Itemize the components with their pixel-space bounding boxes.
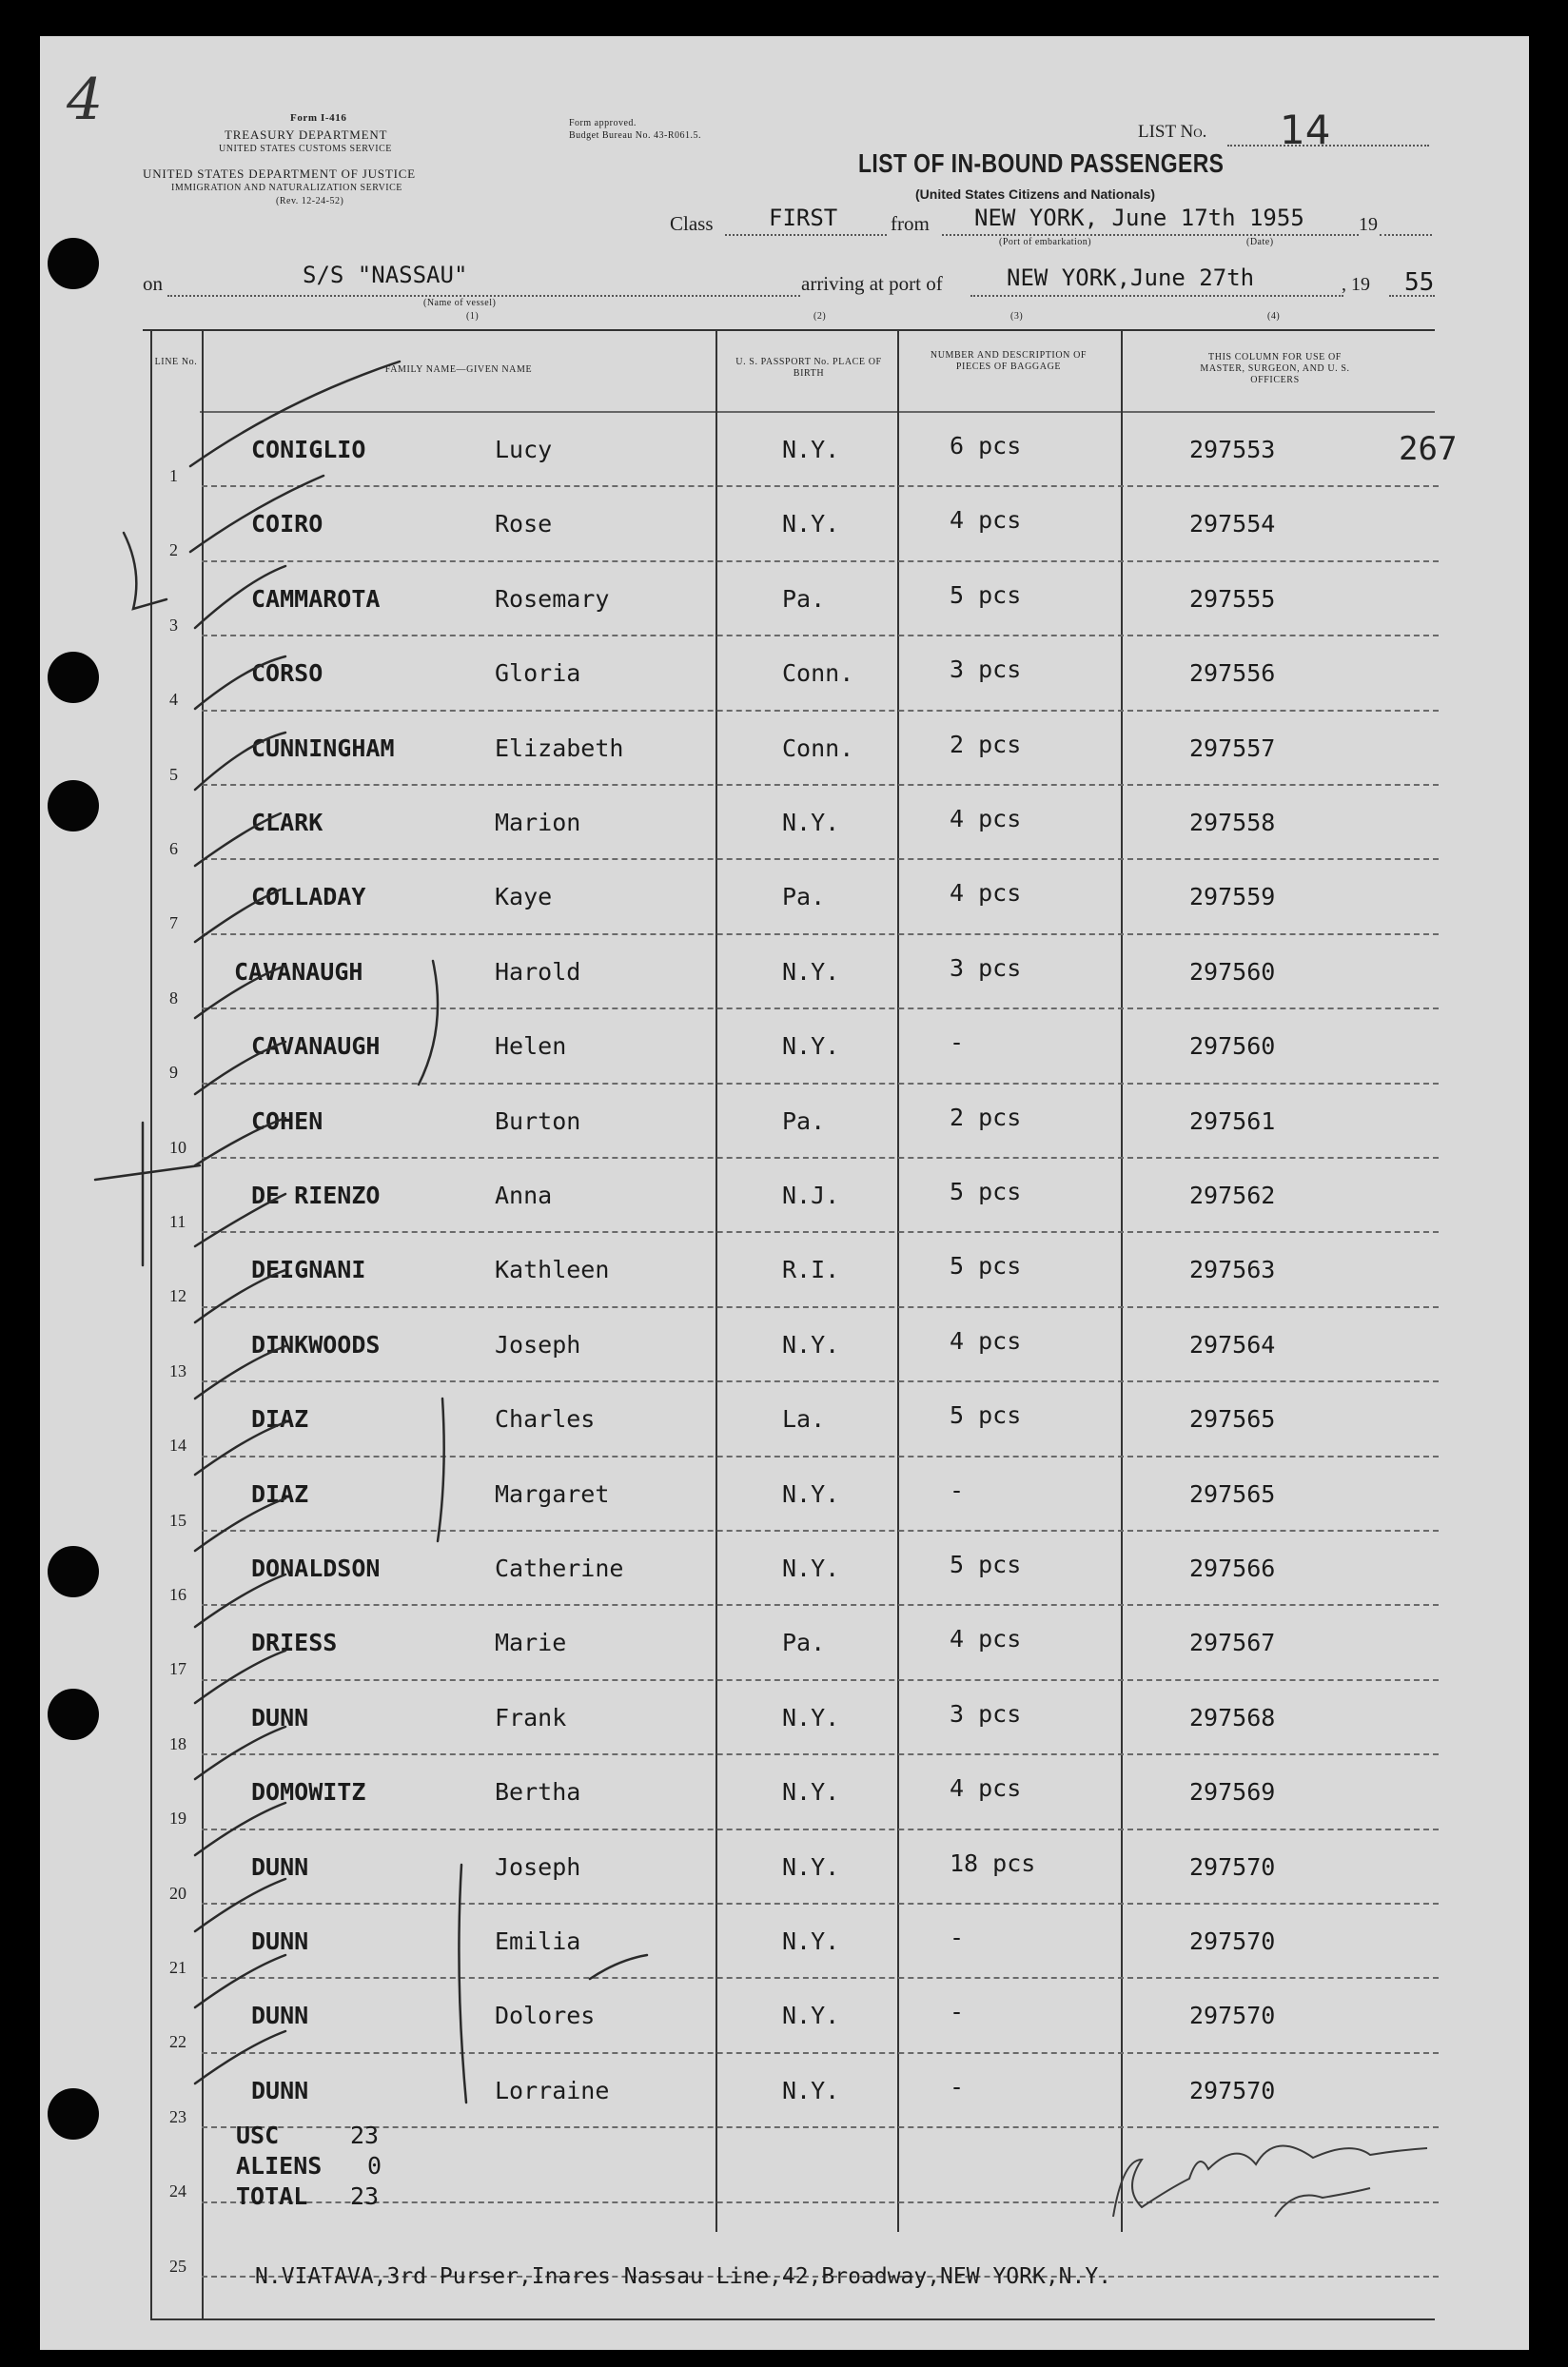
line-number: 21 [169, 1958, 186, 1977]
passport-number: 297563 [1189, 1256, 1276, 1284]
place-of-birth: N.Y. [782, 510, 840, 538]
line-number: 7 [169, 913, 178, 933]
class-label: Class [670, 212, 714, 235]
family-name: DONALDSON [251, 1555, 381, 1582]
family-name: DOMOWITZ [251, 1778, 366, 1807]
arriving-year: 55 [1404, 268, 1435, 297]
total-value: 23 [350, 2182, 380, 2210]
date-label: (Date) [1246, 237, 1274, 247]
place-of-birth: Pa. [782, 584, 826, 613]
given-name: Charles [495, 1405, 596, 1434]
given-name: Rosemary [495, 584, 610, 613]
given-name: Helen [495, 1032, 567, 1061]
line-number: 14 [169, 1436, 186, 1456]
line-number: 4 [169, 690, 178, 710]
passport-number: 297559 [1189, 883, 1276, 911]
baggage-count: 4 pcs [950, 1326, 1022, 1355]
arriving-label: arriving at port of [801, 272, 943, 295]
family-name: DUNN [251, 2002, 309, 2030]
arriving-year-prefix: , 19 [1342, 274, 1370, 295]
place-of-birth: N.Y. [782, 957, 840, 986]
family-name: DINKWOODS [251, 1330, 381, 1359]
baggage-count: 6 pcs [950, 432, 1022, 460]
usc-label: USC [236, 2122, 280, 2149]
vessel-label: (Name of vessel) [423, 298, 497, 308]
family-name: DE RIENZO [251, 1182, 381, 1209]
line-number: 19 [169, 1809, 186, 1829]
given-name: Emilia [495, 1927, 581, 1955]
passport-number: 297558 [1189, 809, 1276, 836]
given-name: Dolores [495, 2002, 596, 2030]
passport-number: 297569 [1189, 1778, 1276, 1807]
family-name: CORSO [251, 659, 323, 688]
vessel-name: S/S "NASSAU" [303, 262, 468, 288]
passport-number: 297553 [1189, 436, 1276, 463]
given-name: Lucy [495, 436, 553, 463]
place-of-birth: N.Y. [782, 436, 840, 463]
list-subtitle: (United States Citizens and Nationals) [915, 186, 1156, 202]
place-of-birth: N.Y. [782, 1703, 840, 1731]
line-number: 3 [169, 615, 178, 635]
passport-number: 297566 [1189, 1555, 1276, 1582]
line-number: 5 [169, 764, 178, 784]
line-number: 8 [169, 988, 178, 1007]
given-name: Margaret [495, 1479, 610, 1508]
given-name: Frank [495, 1703, 567, 1731]
baggage-count: 18 pcs [950, 1849, 1036, 1877]
line-number: 24 [169, 2181, 186, 2201]
line-number: 9 [169, 1063, 178, 1083]
on-label: on [143, 272, 163, 295]
col-number-3: (3) [1010, 311, 1024, 322]
passport-number: 297570 [1189, 2076, 1276, 2104]
year-label: 19 [1359, 214, 1378, 235]
baggage-count: 3 pcs [950, 655, 1022, 684]
line-number: 20 [169, 1883, 186, 1903]
passport-number: 297570 [1189, 2002, 1276, 2030]
place-of-birth: N.Y. [782, 1032, 840, 1061]
place-of-birth: N.Y. [782, 1479, 840, 1508]
family-name: CAVANAUGH [234, 957, 363, 986]
col-header-line: LINE No. [154, 357, 198, 367]
aliens-value: 0 [367, 2152, 382, 2180]
place-of-birth: N.Y. [782, 2002, 840, 2030]
given-name: Anna [495, 1182, 553, 1209]
line-number: 10 [169, 1137, 186, 1157]
baggage-count: 2 pcs [950, 730, 1022, 758]
given-name: Marion [495, 809, 581, 836]
given-name: Bertha [495, 1778, 581, 1807]
col-header-officers: THIS COLUMN FOR USE OF MASTER, SURGEON, AND U. S. OFFICERS [1200, 352, 1350, 385]
family-name: DIAZ [251, 1405, 309, 1434]
port-embark-label: (Port of embarkation) [999, 237, 1092, 247]
given-name: Gloria [495, 659, 581, 688]
given-name: Lorraine [495, 2076, 610, 2104]
baggage-count: 4 pcs [950, 805, 1022, 832]
budget-label: Budget Bureau No. 43-R061.5. [569, 130, 701, 141]
col-header-baggage: NUMBER AND DESCRIPTION OF PIECES OF BAGGAGE [930, 350, 1088, 372]
form-number: Form I-416 [290, 112, 347, 124]
place-of-birth: La. [782, 1405, 826, 1434]
line-number: 25 [169, 2256, 186, 2276]
baggage-count: - [950, 1028, 965, 1057]
place-of-birth: Pa. [782, 883, 826, 911]
baggage-count: - [950, 2072, 965, 2101]
family-name: CUNNINGHAM [251, 734, 395, 762]
place-of-birth: Pa. [782, 1629, 826, 1657]
baggage-count: 5 pcs [950, 1178, 1022, 1205]
family-name: CLARK [251, 809, 323, 836]
col-header-name: FAMILY NAME—GIVEN NAME [384, 364, 533, 375]
given-name: Joseph [495, 1330, 581, 1359]
passport-number: 297564 [1189, 1330, 1276, 1359]
baggage-count: 5 pcs [950, 1252, 1022, 1281]
customs-label: UNITED STATES CUSTOMS SERVICE [219, 144, 392, 154]
given-name: Rose [495, 510, 553, 538]
stamp-number: 267 [1399, 430, 1458, 468]
family-name: CONIGLIO [251, 436, 366, 463]
passport-number: 297562 [1189, 1182, 1276, 1209]
treasury-label: TREASURY DEPARTMENT [225, 127, 388, 142]
purser-footer: N.VIATAVA,3rd Purser,Inares Nassau Line,42,Broadway,NEW YORK,N.Y. [255, 2264, 1112, 2289]
passport-number: 297570 [1189, 1852, 1276, 1881]
line-number: 22 [169, 2032, 186, 2052]
line-number: 13 [169, 1360, 186, 1380]
passport-number: 297567 [1189, 1629, 1276, 1657]
from-label: from [891, 212, 930, 235]
total-label: TOTAL [236, 2182, 308, 2210]
margin-mark: 4 [67, 67, 104, 133]
place-of-birth: Pa. [782, 1106, 826, 1135]
family-name: DUNN [251, 1852, 309, 1881]
given-name: Kaye [495, 883, 553, 911]
baggage-count: - [950, 1924, 965, 1951]
baggage-count: 5 pcs [950, 1401, 1022, 1430]
line-number: 1 [169, 466, 178, 485]
line-number: 6 [169, 839, 178, 858]
list-no-value: 14 [1280, 107, 1331, 153]
list-title: LIST OF IN-BOUND PASSENGERS [858, 148, 1225, 178]
line-number: 12 [169, 1286, 186, 1306]
baggage-count: 3 pcs [950, 953, 1022, 982]
passport-number: 297554 [1189, 510, 1276, 538]
passport-number: 297565 [1189, 1479, 1276, 1508]
passport-number: 297557 [1189, 734, 1276, 762]
passport-number: 297568 [1189, 1703, 1276, 1731]
family-name: DIAZ [251, 1479, 309, 1508]
place-of-birth: N.Y. [782, 1555, 840, 1582]
place-of-birth: N.Y. [782, 1852, 840, 1881]
place-of-birth: Conn. [782, 734, 854, 762]
baggage-count: 4 pcs [950, 879, 1022, 908]
baggage-count: - [950, 1998, 965, 2026]
line-number: 18 [169, 1733, 186, 1753]
passport-number: 297560 [1189, 1032, 1276, 1061]
baggage-count: 5 pcs [950, 1551, 1022, 1578]
family-name: CAMMAROTA [251, 584, 381, 613]
approved-label: Form approved. [569, 118, 637, 128]
place-of-birth: N.J. [782, 1182, 840, 1209]
passport-number: 297556 [1189, 659, 1276, 688]
baggage-count: 2 pcs [950, 1103, 1022, 1131]
family-name: DUNN [251, 2076, 309, 2104]
baggage-count: 4 pcs [950, 1774, 1022, 1803]
baggage-count: 5 pcs [950, 580, 1022, 609]
line-number: 23 [169, 2106, 186, 2126]
given-name: Burton [495, 1106, 581, 1135]
place-of-birth: Conn. [782, 659, 854, 688]
col-number-4: (4) [1267, 311, 1281, 322]
passport-number: 297561 [1189, 1106, 1276, 1135]
class-value: FIRST [769, 205, 838, 231]
aliens-label: ALIENS [236, 2152, 323, 2180]
given-name: Joseph [495, 1852, 581, 1881]
given-name: Catherine [495, 1555, 624, 1582]
justice-label: UNITED STATES DEPARTMENT OF JUSTICE [143, 166, 416, 181]
col-header-passport: U. S. PASSPORT No. PLACE OF BIRTH [735, 357, 882, 379]
line-number: 2 [169, 540, 178, 560]
line-number: 17 [169, 1659, 186, 1679]
passport-number: 297570 [1189, 1927, 1276, 1955]
family-name: COHEN [251, 1106, 323, 1135]
line-number: 16 [169, 1585, 186, 1604]
place-of-birth: N.Y. [782, 1778, 840, 1807]
given-name: Harold [495, 957, 581, 986]
baggage-count: 4 pcs [950, 1625, 1022, 1653]
place-of-birth: N.Y. [782, 1927, 840, 1955]
baggage-count: 3 pcs [950, 1699, 1022, 1728]
col-number-2: (2) [813, 311, 827, 322]
given-name: Marie [495, 1629, 567, 1657]
place-of-birth: N.Y. [782, 1330, 840, 1359]
place-of-birth: N.Y. [782, 809, 840, 836]
family-name: COLLADAY [251, 883, 366, 911]
usc-value: 23 [350, 2122, 380, 2149]
given-name: Kathleen [495, 1256, 610, 1284]
passport-number: 297555 [1189, 584, 1276, 613]
place-of-birth: N.Y. [782, 2076, 840, 2104]
family-name: DUNN [251, 1703, 309, 1731]
family-name: CAVANAUGH [251, 1032, 381, 1061]
line-number: 11 [169, 1212, 186, 1231]
baggage-count: 4 pcs [950, 506, 1022, 535]
passport-number: 297565 [1189, 1405, 1276, 1434]
passport-number: 297560 [1189, 957, 1276, 986]
family-name: COIRO [251, 510, 323, 538]
family-name: DUNN [251, 1927, 309, 1955]
family-name: DEIGNANI [251, 1256, 366, 1284]
family-name: DRIESS [251, 1629, 338, 1657]
line-number: 15 [169, 1510, 186, 1530]
given-name: Elizabeth [495, 734, 624, 762]
ins-label: IMMIGRATION AND NATURALIZATION SERVICE [171, 183, 402, 193]
baggage-count: - [950, 1476, 965, 1504]
from-value: NEW YORK, June 17th 1955 [974, 205, 1304, 231]
revision-label: (Rev. 12-24-52) [276, 196, 344, 206]
list-no-label: LIST No. [1138, 122, 1207, 142]
place-of-birth: R.I. [782, 1256, 840, 1284]
col-number-1: (1) [466, 311, 480, 322]
arriving-value: NEW YORK,June 27th [1007, 264, 1255, 291]
